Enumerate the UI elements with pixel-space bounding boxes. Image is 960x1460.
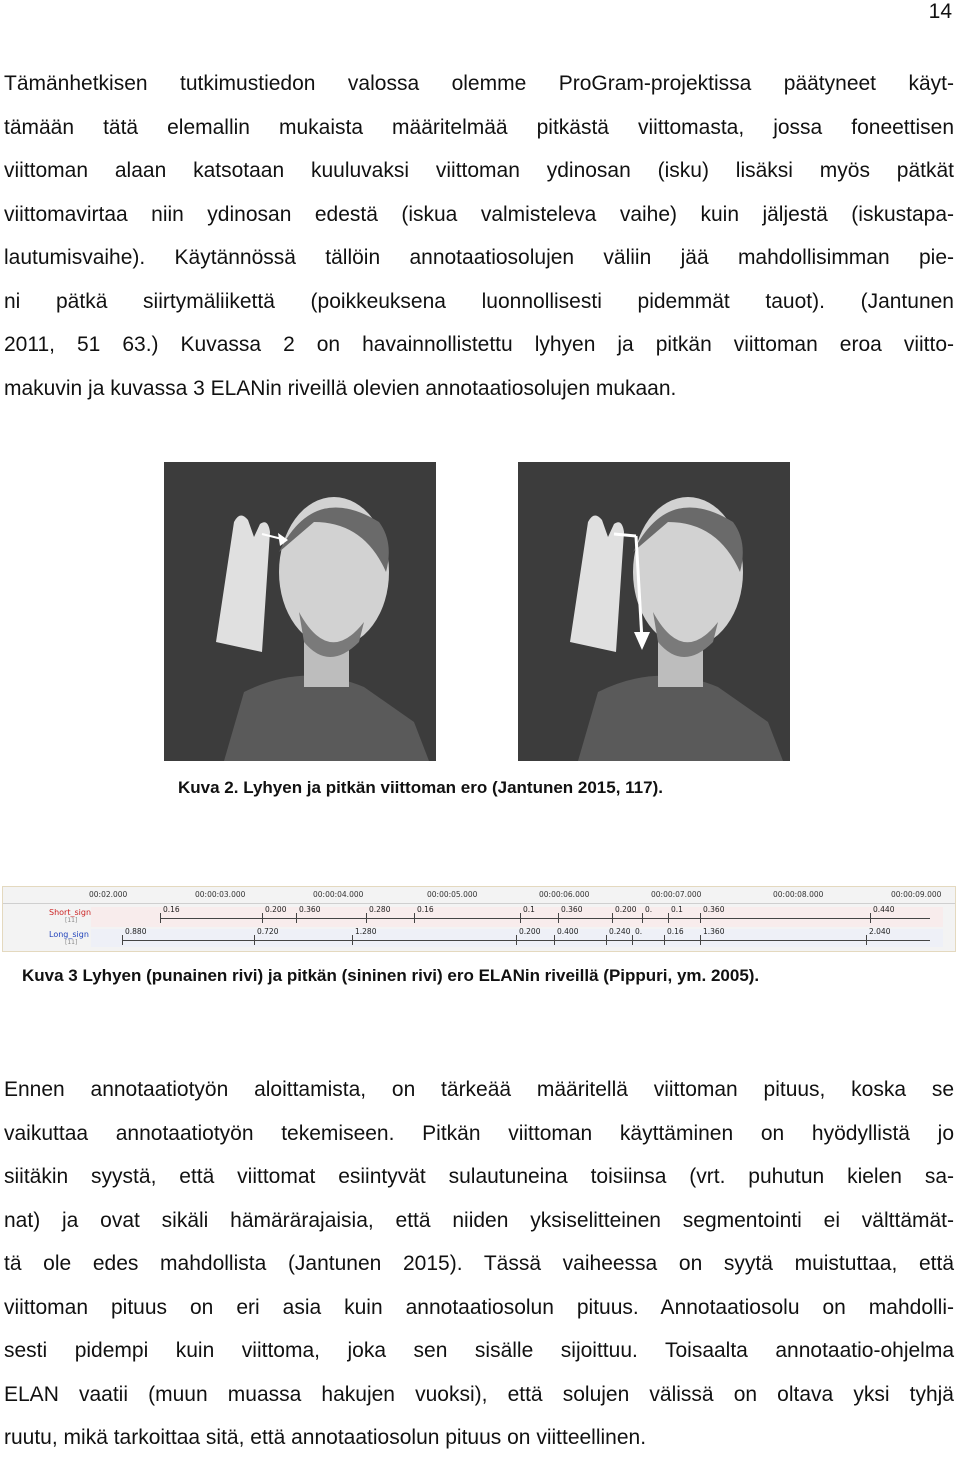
paragraph-line: sesti pidempi kuin viittoma, joka sen sisälle sijoittuu. Toisaalta annotaatio-ohjelma (4, 1339, 954, 1362)
tier-index: [11] (65, 917, 78, 924)
tier-label-short (49, 909, 91, 925)
annotation-duration: 0.360 (561, 905, 583, 914)
ruler-tick-label: 00:00:09.000 (891, 890, 942, 899)
tier-label-long (49, 931, 89, 947)
paragraph-line: vaikuttaa annotaatiotyön tekemiseen. Pitkän viittoman käyttäminen on hyödyllistä jo (4, 1121, 954, 1145)
paragraph-1 (4, 62, 954, 410)
paragraph-line: tämään tätä elemallin mukaista määritelmää pitkästä viittomasta, jossa foneettisen (4, 115, 954, 139)
short-sign-tier-row (91, 907, 943, 927)
paragraph-line: viittomavirtaa niin ydinosan edestä (iskua valmisteleva vaihe) kuin jäljestä (iskustapa- (4, 202, 954, 226)
paragraph-line: ni pätkä siirtymäliikettä (poikkeuksena luonnollisesti pidemmät tauot). (Jantunen (4, 289, 954, 313)
tier-name: Long_sign (49, 930, 89, 939)
annotation-duration: 0.16 (667, 927, 684, 936)
paragraph-line: lautumisvaihe). Käytännössä tällöin annotaatiosolujen väliin jää mahdollisimman pie- (4, 246, 954, 269)
annotation-duration: 0.200 (615, 905, 637, 914)
tier-timeline (122, 940, 930, 941)
annotation-duration: 0. (635, 927, 643, 936)
annotation-duration: 0.16 (417, 905, 434, 914)
tier-name: Short_sign (49, 908, 92, 917)
tier-index: [11] (65, 939, 78, 946)
ruler-tick-label: 00:00:08.000 (773, 890, 824, 899)
annotation-duration: 0.400 (557, 927, 579, 936)
ruler-tick-label: 00:00:07.000 (651, 890, 702, 899)
annotation-duration: 0.16 (163, 905, 180, 914)
annotation-duration: 0.1 (523, 905, 535, 914)
ruler-tick-label: 00:00:06.000 (539, 890, 590, 899)
annotation-duration: 0.880 (125, 927, 147, 936)
paragraph-line: viittoman pituus on eri asia kuin annotaatiosolun pituus. Annotaatiosolu on mahdolli- (4, 1295, 954, 1319)
annotation-duration: 2.040 (869, 927, 891, 936)
long-sign-tier-row (91, 929, 943, 947)
photo-long-sign (518, 462, 790, 761)
photo-short-sign (164, 462, 436, 761)
paragraph-line: ELAN vaatii (muun muassa hakujen vuoksi), että solujen välissä on oltava yksi tyhjä (4, 1382, 954, 1406)
paragraph-line: ruutu, mikä tarkoittaa sitä, että annotaatiosolun pituus on viitteellinen. (4, 1426, 647, 1449)
paragraph-line: makuvin ja kuvassa 3 ELANin riveillä olevien annotaatiosolujen mukaan. (4, 376, 677, 400)
ruler-tick-label: 00:00:03.000 (195, 890, 246, 899)
paragraph-2 (4, 1068, 954, 1460)
elan-timeline (2, 886, 956, 952)
figure-2-caption: Kuva 2. Lyhyen ja pitkän viittoman ero (Jantunen 2015, 117). (178, 778, 663, 797)
annotation-duration: 0.360 (703, 905, 725, 914)
signer-illustration-short (164, 462, 436, 761)
annotation-duration: 0. (645, 905, 653, 914)
paragraph-line: tä ole edes mahdollista (Jantunen 2015). Tässä vaiheessa on syytä muistuttaa, että (4, 1252, 954, 1275)
ruler-tick-label: 00:00:05.000 (427, 890, 478, 899)
annotation-duration: 0.720 (257, 927, 279, 936)
figure-3-caption: Kuva 3 Lyhyen (punainen rivi) ja pitkän (sininen rivi) ero ELANin riveillä (Pippuri, ym. 2005). (22, 966, 760, 985)
paragraph-line: Ennen annotaatiotyön aloittamista, on tärkeää määritellä viittoman pituus, koska se (4, 1078, 954, 1101)
annotation-duration: 1.280 (355, 927, 377, 936)
page-number: 14 (928, 0, 952, 23)
paragraph-line: Tämänhetkisen tutkimustiedon valossa olemme ProGram-projektissa päätyneet käyt- (4, 72, 954, 95)
annotation-duration: 0.360 (299, 905, 321, 914)
signer-illustration-long (518, 462, 790, 761)
paragraph-line: siitäkin syystä, että viittomat esiintyvät sulautuneina toisiinsa (vrt. puhutun kielen sa- (4, 1165, 954, 1188)
annotation-duration: 0.200 (265, 905, 287, 914)
paragraph-line: viittoman alaan katsotaan kuuluvaksi viittoman ydinosan (isku) lisäksi myös pätkät (4, 159, 954, 182)
paragraph-line: 2011, 51 63.) Kuvassa 2 on havainnollistettu lyhyen ja pitkän viittoman eroa viitto- (4, 333, 954, 356)
annotation-duration: 1.360 (703, 927, 725, 936)
paragraph-line: nat) ja ovat sikäli hämärärajaisia, että niiden yksiselitteinen segmentointi ei välttämät- (4, 1208, 954, 1232)
tier-timeline (160, 918, 930, 919)
annotation-duration: 0.440 (873, 905, 895, 914)
ruler-tick-label: 00:02.000 (89, 890, 128, 899)
annotation-duration: 0.200 (519, 927, 541, 936)
ruler-tick-label: 00:00:04.000 (313, 890, 364, 899)
annotation-duration: 0.240 (609, 927, 631, 936)
annotation-duration: 0.280 (369, 905, 391, 914)
annotation-duration: 0.1 (671, 905, 683, 914)
